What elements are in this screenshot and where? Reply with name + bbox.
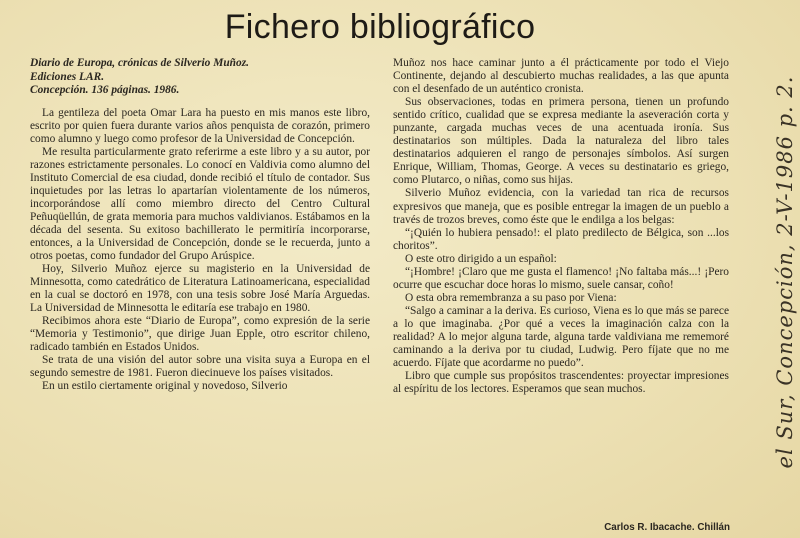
meta-title: Diario de Europa, crónicas de Silverio Muñoz. [30, 57, 249, 69]
column-left [30, 57, 370, 394]
paragraph: Me resulta particularmente grato referirme a este libro y a su autor, por razones estrictamente personales. Lo conocí en Valdivia como alumno del Instituto Comercial de esa ciudad, donde recibió el título de contador. Sus inquietudes por las letras lo apartarían violentamente de los números, incorporándose allí como miembro directo del Centro Cultural Peñuqüellún, de grata memoria para muchos valdivianos. Estábamos en la década del sesenta. Su exitoso bachillerato le permitiría incorporarse, entonces, a la Universidad de Concepción, donde se le recuerda, junto a otros poetas, como fundador del Grupo Arúspice. [30, 145, 370, 263]
handwritten-source-note: el Sur, Concepción, 2-V-1986 p. 2. [773, 75, 797, 469]
paragraph: Hoy, Silverio Muñoz ejerce su magisterio en la Universidad de Minnesotta, como catedrático de Literatura Latinoamericana, especialidad en la cual se doctoró en 1978, con una tesis sobre José María Arguedas. La Universidad de Minnesotta le editaría ese trabajo en 1980. [30, 263, 370, 315]
paragraph: O este otro dirigido a un español: [405, 252, 557, 265]
headline: Fichero bibliográfico [224, 8, 536, 46]
quote: “¡Quién lo hubiera pensado!: el plato predilecto de Bélgica, son ...los choritos”. [393, 226, 729, 252]
meta-place-pages-year: Concepción. 136 páginas. 1986. [30, 84, 180, 96]
handwritten-annotation [770, 12, 800, 532]
paragraph: Muñoz nos hace caminar junto a él prácticamente por todo el Viejo Continente, dejando al descubierto muchas realidades, a las que apunta con el desenfado de un auténtico cronista. [393, 57, 729, 96]
column-right [393, 57, 729, 396]
paragraph: Silverio Muñoz evidencia, con la variedad tan rica de recursos expresivos que maneja, que es posible entregar la imagen de un pueblo a través de trozos breves, como éste que le endilga a los belgas: [393, 187, 729, 226]
paragraph: Libro que cumple sus propósitos trascendentes: proyectar impresiones al espíritu de los lectores. Esperamos que sean muchos. [393, 370, 729, 396]
paragraph: En un estilo ciertamente original y novedoso, Silverio [42, 380, 288, 393]
book-metadata [30, 57, 370, 98]
quote: “¡Hombre! ¡Claro que me gusta el flamenco! ¡No faltaba más...! ¡Pero ocurre que escuchar doce horas lo mismo, suele cansar, coño! [393, 265, 729, 291]
paragraph: La gentileza del poeta Omar Lara ha puesto en mis manos este libro, escrito por quien fuera durante varios años penquista de corazón, primero como alumno y luego como profesor de la Universidad de Concepción. [30, 106, 370, 145]
quote: “Salgo a caminar a la deriva. Es curioso, Viena es lo que más se parece a lo que imaginaba. ¿Por qué a veces la imaginación calza con la realidad? A lo mejor alguna tarde, alguna tarde valdiviana me rememoré caminando a la deriva por tu ciudad, Ludwig. Pero fíjate que no me acuerdo. Fíjate que acordarme no puedo”. [393, 304, 729, 370]
paragraph: O esta obra remembranza a su paso por Viena: [405, 291, 617, 304]
paragraph: Sus observaciones, todas en primera persona, tienen un profundo sentido crítico, cualidad que se expresa mediante la aseveración corta y punzante, cargada muchas veces de una acentuada ironía. Sus destinatarios son múltiples. Dada la naturaleza del libro tales destinatarios adquieren el rango de personajes símbolos. Así surgen Enrique, William, Thomas, George. A veces su destinatario es griego, como Plutarco, o niñas, como sus hijas. [393, 96, 729, 187]
byline: Carlos R. Ibacache. Chillán [604, 522, 730, 533]
paragraph: Recibimos ahora este “Diario de Europa”, como expresión de la serie “Memoria y Testimonio”, que dirige Juan Epple, otro escritor chileno, radicado también en Estados Unidos. [30, 315, 370, 354]
paragraph: Se trata de una visión del autor sobre una visita suya a Europa en el segundo semestre de 1981. Fueron diecinueve los países visitados. [30, 354, 370, 380]
meta-publisher: Ediciones LAR. [30, 70, 105, 83]
